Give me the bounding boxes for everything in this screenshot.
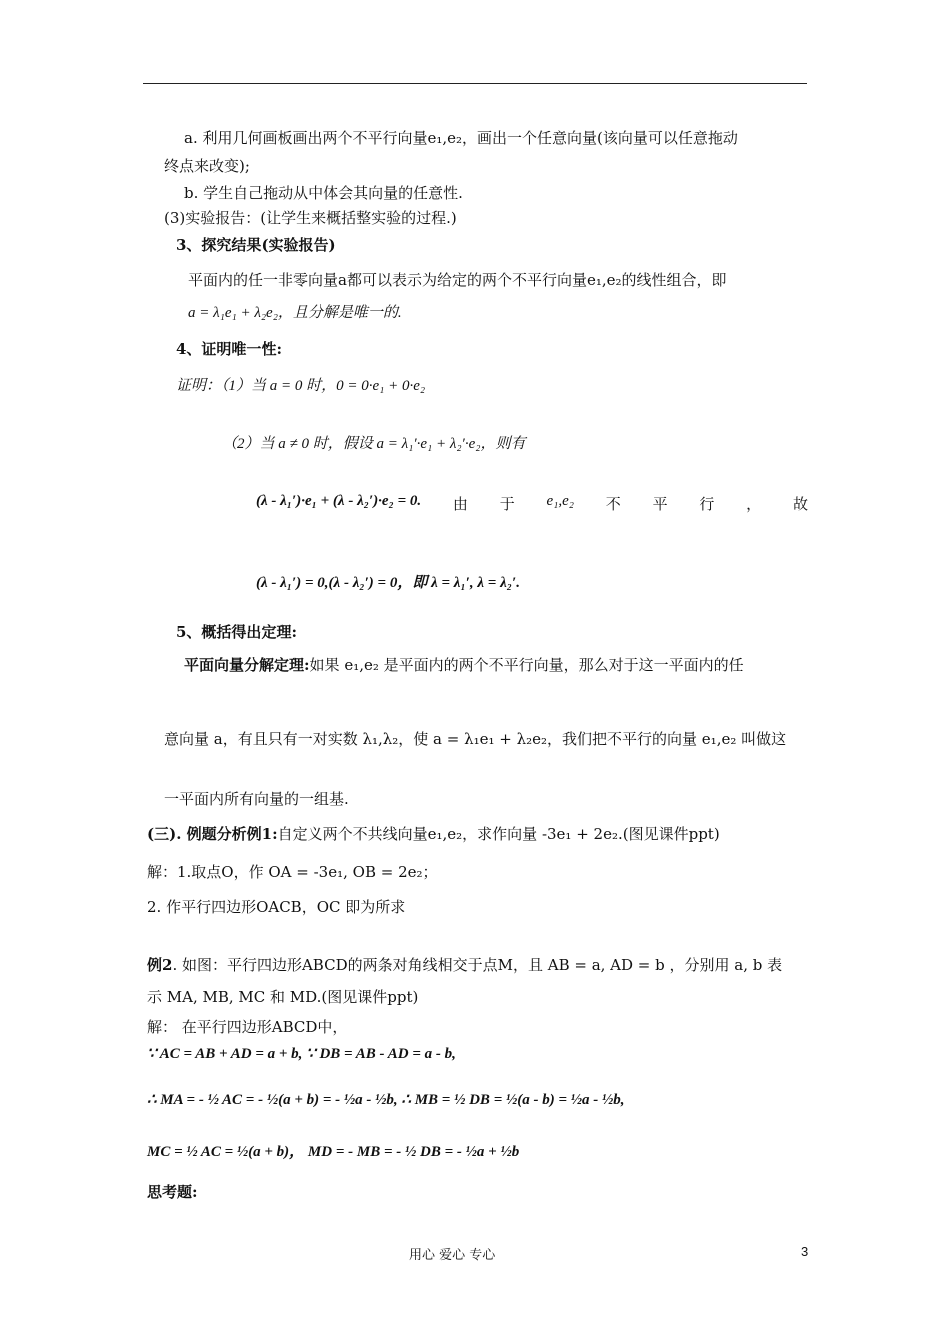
proof-word: ， (746, 495, 762, 513)
theorem-label: 平面向量分解定理: (184, 656, 310, 674)
theorem-line-3: 一平面内所有向量的一组基. (164, 790, 349, 808)
theorem-line-2: 意向量 a，有且只有一对实数 λ₁,λ₂，使 a = λ₁e₁ + λ₂e₂，我们把不平行的向量 e₁,e₂ 叫做这 (164, 730, 787, 748)
page-footer: 用心 爱心 专心 (409, 1248, 496, 1263)
proof-word: 故 (792, 495, 808, 513)
example-2-text: . 如图：平行四边形ABCD的两条对角线相交于点M，且 AB = a, AD = b ，分别用 a, b 表 (172, 956, 783, 974)
solution-2-equation-3: MC = ½ AC = ½(a + b)， MD = - MB = - ½ DB = - ½a + ½b (147, 1144, 520, 1160)
section-3-heading: 3、探究结果(实验报告) (176, 236, 336, 254)
solution-1-step-1: 解：1.取点O，作 OA = -3e₁, OB = 2e₂； (147, 863, 438, 881)
proof-word: 平 (652, 495, 668, 513)
result-paragraph-2: a = λ₁e₁ + λ₂e₂，且分解是唯一的. (188, 305, 402, 321)
step-a-line2: 终点来改变); (164, 157, 250, 175)
proof-word: 行 (699, 495, 715, 513)
example-2-label: 例2 (147, 956, 173, 974)
proof-word: 于 (499, 495, 515, 513)
section-4-heading: 4、证明唯一性: (176, 340, 282, 358)
think-question-heading: 思考题: (147, 1183, 198, 1201)
result-paragraph-1: 平面内的任一非零向量a都可以表示为给定的两个不平行向量e₁,e₂的线性组合，即 (188, 271, 727, 289)
example-1-text: 自定义两个不共线向量e₁,e₂，求作向量 -3e₁ + 2e₂.(图见课件ppt) (277, 825, 720, 843)
theorem-line-1 (184, 655, 744, 675)
proof-conclusion: (λ - λ₁′) = 0,(λ - λ₂′) = 0，即 λ = λ₁′, λ = λ₂′. (256, 575, 520, 591)
solution-2-intro: 解： 在平行四边形ABCD中， (147, 1018, 348, 1036)
proof-vectors: e₁,e₂ (546, 493, 574, 509)
example-1-label: (三). 例题分析例1: (147, 825, 278, 843)
header-rule (143, 83, 807, 84)
proof-equation: (λ - λ₁′)·e₁ + (λ - λ₂′)·e₂ = 0. (256, 493, 422, 509)
solution-1-step-2: 2. 作平行四边形OACB，OC 即为所求 (147, 898, 406, 916)
theorem-text: 如果 e₁,e₂ 是平面内的两个不平行向量，那么对于这一平面内的任 (309, 656, 744, 674)
experiment-report-line: (3)实验报告：(让学生来概括整实验的过程.) (164, 209, 457, 227)
example-1-line (147, 824, 720, 844)
example-2-line-1 (147, 955, 782, 975)
proof-case-1: 证明：（1）当 a = 0 时，0 = 0·e₁ + 0·e₂ (176, 378, 426, 394)
solution-2-equation-2: ∴ MA = - ½ AC = - ½(a + b) = - ½a - ½b, ∴ MB = ½ DB = ½(a - b) = ½a - ½b, (147, 1092, 625, 1108)
step-a-line1: a. 利用几何画板画出两个不平行向量e₁,e₂，画出一个任意向量(该向量可以任意拖动 (184, 129, 738, 147)
proof-case-2: （2）当 a ≠ 0 时，假设 a = λ₁′·e₁ + λ₂′·e₂，则有 (222, 436, 526, 452)
section-5-heading: 5、概括得出定理: (176, 623, 297, 641)
example-2-line-2: 示 MA, MB, MC 和 MD.(图见课件ppt) (147, 988, 419, 1006)
proof-step-line (256, 493, 808, 514)
proof-word: 由 (452, 495, 468, 513)
page-number: 3 (801, 1244, 809, 1259)
solution-2-equation-1: ∵ AC = AB + AD = a + b, ∵ DB = AB - AD = a - b, (147, 1046, 456, 1062)
step-b-line: b. 学生自己拖动从中体会其向量的任意性. (184, 184, 463, 202)
proof-word: 不 (605, 495, 621, 513)
